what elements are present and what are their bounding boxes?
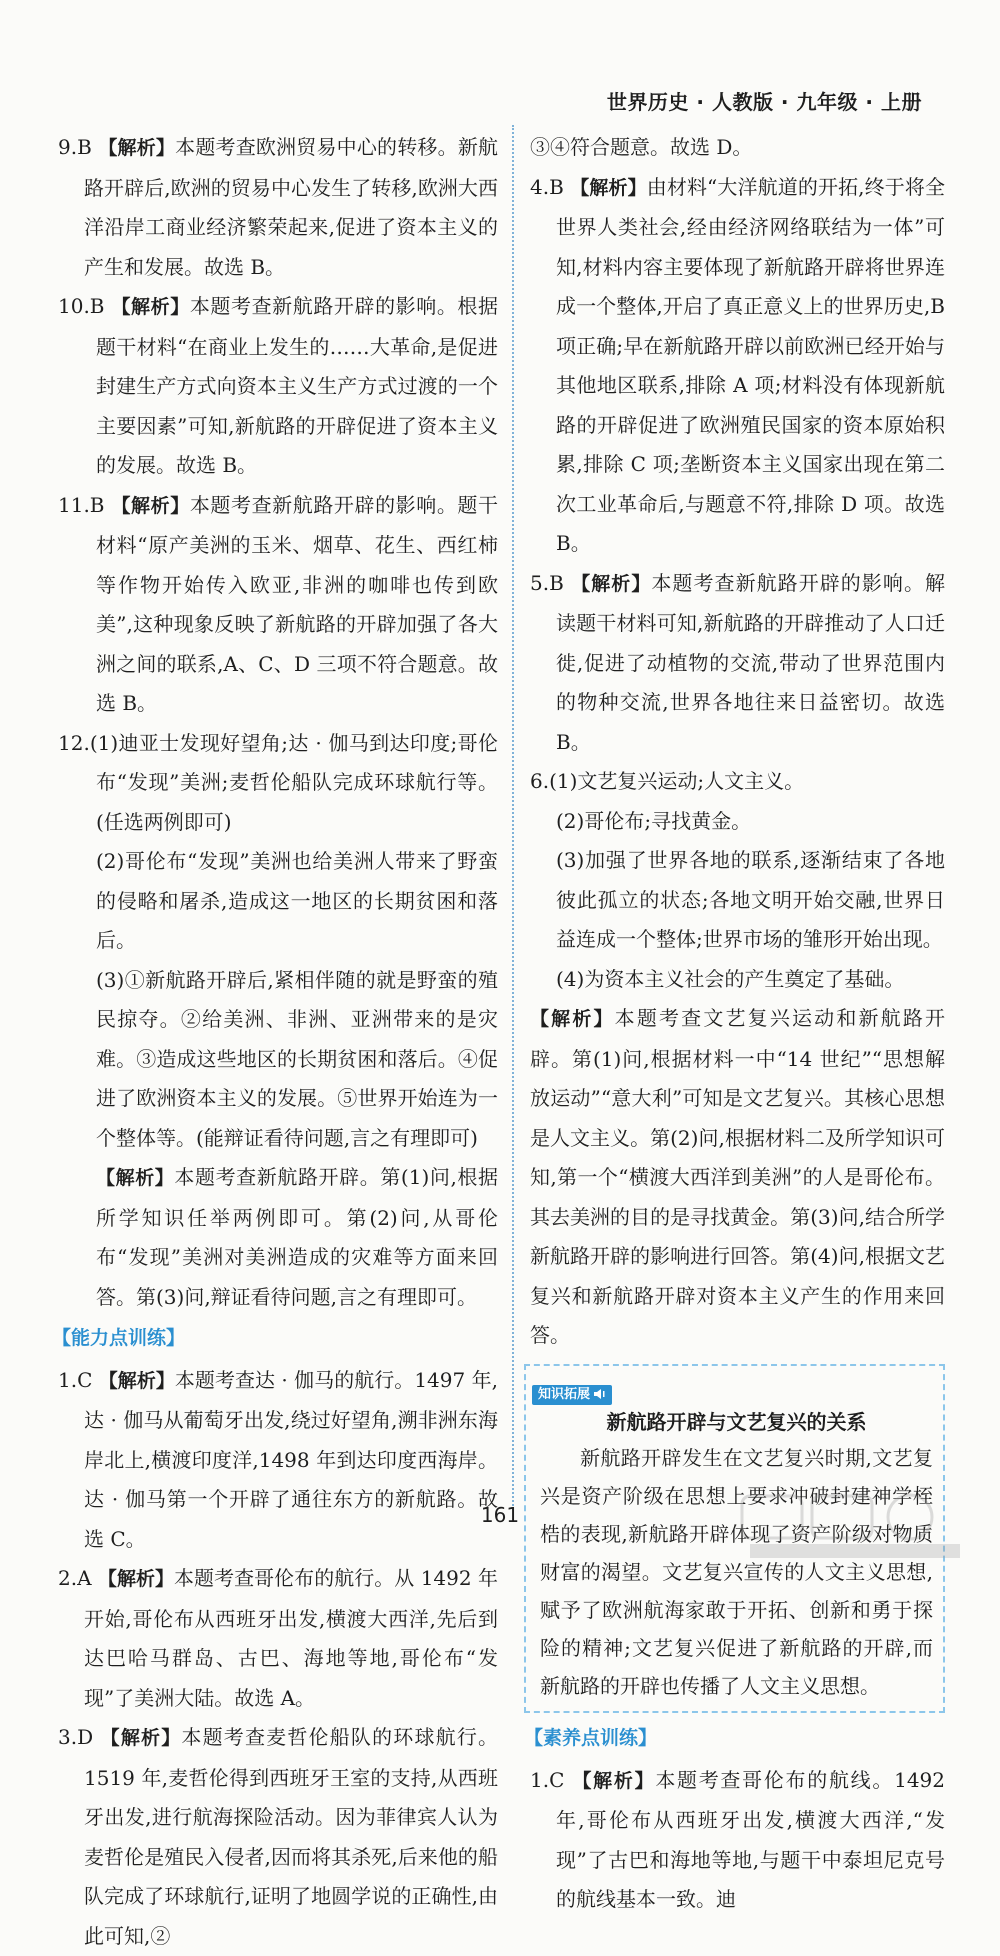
ability-answer-1: 1.C 【解析】本题考查达 · 伽马的航行。1497 年,达 · 伽马从葡萄牙出发,绕过好望角,溯非洲东海岸北上,横渡印度洋,1498 年到达印度西海岸。达 · 伽马第一个开辟了通往东方的新航路。故选 C。 bbox=[58, 1367, 499, 1551]
box-body: 新航路开辟发生在文艺复兴时期,文艺复兴是资产阶级在思想上要求冲破封建神学桎梏的表现,新航路开辟体现了资产阶级对物质财富的渴望。文艺复兴宣传的人文主义思想,赋予了欧洲航海家敢于开拓、创新和勇于探险的精神;文艺复兴促进了新航路的开辟,而新航路的开辟也传播了人文主义思想。 bbox=[540, 1446, 933, 1698]
page-header: 世界历史 · 人教版 · 九年级 · 上册 bbox=[606, 90, 922, 114]
answer-11: 11.B 【解析】本题考查新航路开辟的影响。题干材料“原产美洲的玉米、烟草、花生、西红柿等作物开始传入欧亚,非洲的咖啡也传到欧美”,这种现象反映了新航路的开辟加强了各大洲之间的联系,A、C、D 三项不符合题意。故选 B。 bbox=[58, 492, 498, 715]
answer-12-analysis: 【解析】本题考查新航路开辟。第(1)问,根据所学知识任举两例即可。第(2)问,从哥伦布“发现”美洲对美洲造成的灾难等方面来回答。第(3)问,辩证看待问题,言之有理即可。 bbox=[96, 1165, 498, 1309]
ability-answer-3: 3.D 【解析】本题考查麦哲伦船队的环球航行。1519 年,麦哲伦得到西班牙王室的支持,从西班牙出发,进行航海探险活动。因为菲律宾人认为麦哲伦是殖民入侵者,因而将其杀死,后来他的船队完成了环球航行,证明了地圆学说的正确性,由此可知,② bbox=[58, 1725, 499, 1948]
answer-6-part-4: (4)为资本主义社会的产生奠定了基础。 bbox=[556, 966, 905, 991]
ability-answer-4: 4.B 【解析】由材料“大洋航道的开拓,终于将全世界人类社会,经由经济网络联结为一体”可知,材料内容主要体现了新航路开辟将世界连成一个整体,开启了真正意义上的世界历史,B 项正确;早在新航路开辟以前欧洲已经开始与其他地区联系,排除 A 项;材料没有体现新航路的开辟促进了欧洲殖民国家的资本原始积累,排除 C 项;垄断资本主义国家出现在第二次工业革命后,与题意不符,排除 D 项。故选 B。 bbox=[530, 174, 945, 555]
column-divider bbox=[512, 125, 514, 1510]
answer-6-part-2: (2)哥伦布;寻找黄金。 bbox=[556, 808, 752, 833]
answer-12-part-3: (3)①新航路开辟后,紧相伴随的就是野蛮的殖民掠夺。②给美洲、非洲、亚洲带来的是灾难。③造成这些地区的长期贫困和落后。④促进了欧洲资本主义的发展。⑤世界开始连为一个整体等。(能辩证看待问题,言之有理即可) bbox=[96, 967, 498, 1150]
ability-answer-5: 5.B 【解析】本题考查新航路开辟的影响。解读题干材料可知,新航路的开辟推动了人口迁徙,促进了动植物的交流,带动了世界范围内的物种交流,世界各地往来日益密切。故选 B。 bbox=[530, 570, 945, 754]
answer-12-part-2: (2)哥伦布“发现”美洲也给美洲人带来了野蛮的侵略和屠杀,造成这一地区的长期贫困和落后。 bbox=[96, 849, 498, 952]
literacy-answer-1: 1.C 【解析】本题考查哥伦布的航线。1492 年,哥伦布从西班牙出发,横渡大西洋,“发现”了古巴和海地等地,与题干中泰坦尼克号的航线基本一致。迪 bbox=[530, 1767, 945, 1911]
left-column bbox=[52, 128, 499, 1956]
answer-9: 9.B 【解析】本题考查欧洲贸易中心的转移。新航路开辟后,欧洲的贸易中心发生了转移,欧洲大西洋沿岸工商业经济繁荣起来,促进了资本主义的产生和发展。故选 B。 bbox=[58, 135, 499, 279]
watermark-logo bbox=[740, 1492, 970, 1562]
box-title: 新航路开辟与文艺复兴的关系 bbox=[606, 1410, 867, 1434]
speaker-icon bbox=[594, 1389, 606, 1399]
ability-answer-6: 6.(1)文艺复兴运动;人文主义。 bbox=[530, 769, 805, 793]
knowledge-extension-tag: 知识拓展 bbox=[532, 1385, 612, 1405]
answer-6-part-3: (3)加强了世界各地的联系,逐渐结束了各地彼此孤立的状态;各地文明开始交融,世界日益连成一个整体;世界市场的雏形开始出现。 bbox=[556, 848, 945, 951]
answer-10: 10.B 【解析】本题考查新航路开辟的影响。根据题干材料“在商业上发生的……大革命,是促进封建生产方式向资本主义生产方式过渡的一个主要因素”可知,新航路的开辟促进了资本主义的发展。故选 B。 bbox=[58, 294, 498, 477]
answer-6-analysis: 【解析】本题考查文艺复兴运动和新航路开辟。第(1)问,根据材料一中“14 世纪”“思想解放运动”“意大利”可知是文艺复兴。其核心思想是人文主义。第(2)问,根据材料二及所学知识可知,第一个“横渡大西洋到美洲”的人是哥伦布。其去美洲的目的是寻找黄金。第(3)问,结合所学新航路开辟的影响进行回答。第(4)问,根据文艺复兴和新航路开辟对资本主义产生的作用来回答。 bbox=[530, 1006, 945, 1347]
answer-3-continued: ③④符合题意。故选 D。 bbox=[530, 135, 753, 159]
right-column bbox=[524, 128, 945, 1920]
answer-12: 12.(1)迪亚士发现好望角;达 · 伽马到达印度;哥伦布“发现”美洲;麦哲伦船队完成环球航行等。(任选两例即可) bbox=[58, 730, 498, 834]
section-ability-training: 【能力点训练】 bbox=[52, 1327, 186, 1349]
ability-answer-2: 2.A 【解析】本题考查哥伦布的航行。从 1492 年开始,哥伦布从西班牙出发,横渡大西洋,先后到达巴哈马群岛、古巴、海地等地,哥伦布“发现”了美洲大陆。故选 A。 bbox=[58, 1566, 498, 1710]
section-literacy-training: 【素养点训练】 bbox=[524, 1727, 658, 1749]
page-number: 161 bbox=[480, 1503, 520, 1527]
